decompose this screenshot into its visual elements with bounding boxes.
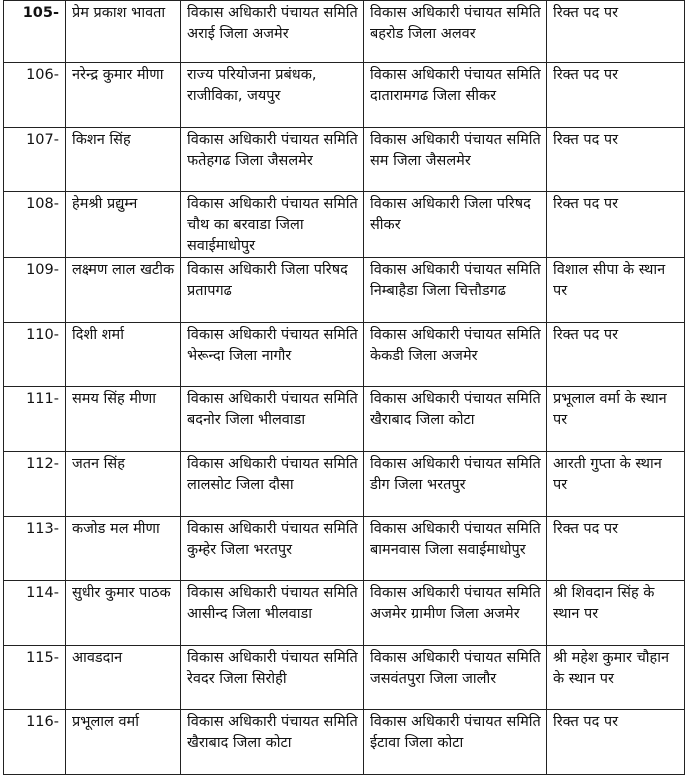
remark-cell: आरती गुप्ता के स्थान पर: [547, 451, 685, 516]
current-posting-cell: विकास अधिकारी पंचायत समिति भेरून्दा जिला नागौर: [181, 322, 364, 387]
current-posting-cell: विकास अधिकारी पंचायत समिति फतेहगढ जिला जैसलमेर: [181, 127, 364, 192]
current-posting-cell: विकास अधिकारी पंचायत समिति चौथ का बरवाडा जिला सवाईमाधोपुर: [181, 192, 364, 258]
current-posting-cell: विकास अधिकारी पंचायत समिति खैराबाद जिला कोटा: [181, 710, 364, 775]
officer-name-cell: नरेन्द्र कुमार मीणा: [66, 63, 181, 128]
new-posting-cell: विकास अधिकारी जिला परिषद सीकर: [364, 192, 547, 258]
remark-cell: विशाल सीपा के स्थान पर: [547, 258, 685, 323]
serial-number-cell: 105-: [4, 1, 66, 63]
remark-cell: श्री शिवदान सिंह के स्थान पर: [547, 581, 685, 646]
remark-cell: रिक्त पद पर: [547, 516, 685, 581]
table-row: [4, 127, 685, 192]
remark-cell: रिक्त पद पर: [547, 63, 685, 128]
remark-cell: रिक्त पद पर: [547, 127, 685, 192]
table-row: [4, 581, 685, 646]
current-posting-cell: विकास अधिकारी पंचायत समिति लालसोट जिला दौसा: [181, 451, 364, 516]
remark-cell: रिक्त पद पर: [547, 710, 685, 775]
current-posting-cell: विकास अधिकारी पंचायत समिति कुम्हेर जिला भरतपुर: [181, 516, 364, 581]
table-row: [4, 1, 685, 63]
officer-name-cell: लक्ष्मण लाल खटीक: [66, 258, 181, 323]
table-row: [4, 387, 685, 452]
current-posting-cell: विकास अधिकारी पंचायत समिति रेवदर जिला सिरोही: [181, 645, 364, 710]
table-row: [4, 451, 685, 516]
serial-number-cell: 112-: [4, 451, 66, 516]
new-posting-cell: विकास अधिकारी पंचायत समिति अजमेर ग्रामीण जिला अजमेर: [364, 581, 547, 646]
new-posting-cell: विकास अधिकारी पंचायत समिति ईटावा जिला कोटा: [364, 710, 547, 775]
new-posting-cell: विकास अधिकारी पंचायत समिति सम जिला जैसलमेर: [364, 127, 547, 192]
new-posting-cell: विकास अधिकारी पंचायत समिति केकडी जिला अजमेर: [364, 322, 547, 387]
serial-number-cell: 111-: [4, 387, 66, 452]
officer-name-cell: जतन सिंह: [66, 451, 181, 516]
new-posting-cell: विकास अधिकारी पंचायत समिति दातारामगढ जिला सीकर: [364, 63, 547, 128]
officer-name-cell: समय सिंह मीणा: [66, 387, 181, 452]
current-posting-cell: विकास अधिकारी पंचायत समिति आसीन्द जिला भीलवाडा: [181, 581, 364, 646]
serial-number-cell: 113-: [4, 516, 66, 581]
new-posting-cell: विकास अधिकारी पंचायत समिति जसवंतपुरा जिला जालौर: [364, 645, 547, 710]
officer-name-cell: हेमश्री प्रद्युम्न: [66, 192, 181, 258]
current-posting-cell: विकास अधिकारी पंचायत समिति अराई जिला अजमेर: [181, 1, 364, 63]
new-posting-cell: विकास अधिकारी पंचायत समिति खैराबाद जिला कोटा: [364, 387, 547, 452]
officer-name-cell: आवडदान: [66, 645, 181, 710]
table-row: [4, 645, 685, 710]
table-row: [4, 710, 685, 775]
current-posting-cell: विकास अधिकारी जिला परिषद प्रतापगढ: [181, 258, 364, 323]
serial-number-cell: 115-: [4, 645, 66, 710]
officer-name-cell: दिशी शर्मा: [66, 322, 181, 387]
table-row: [4, 192, 685, 258]
serial-number-cell: 107-: [4, 127, 66, 192]
remark-cell: रिक्त पद पर: [547, 1, 685, 63]
remark-cell: रिक्त पद पर: [547, 192, 685, 258]
table-row: [4, 516, 685, 581]
table-row: [4, 258, 685, 323]
new-posting-cell: विकास अधिकारी पंचायत समिति बहरोड जिला अलवर: [364, 1, 547, 63]
transfer-table-body: [4, 1, 685, 775]
serial-number-cell: 110-: [4, 322, 66, 387]
current-posting-cell: विकास अधिकारी पंचायत समिति बदनोर जिला भीलवाडा: [181, 387, 364, 452]
table-row: [4, 322, 685, 387]
new-posting-cell: विकास अधिकारी पंचायत समिति निम्बाहैडा जिला चित्तौडगढ: [364, 258, 547, 323]
remark-cell: प्रभूलाल वर्मा के स्थान पर: [547, 387, 685, 452]
remark-cell: रिक्त पद पर: [547, 322, 685, 387]
officer-name-cell: प्रभूलाल वर्मा: [66, 710, 181, 775]
serial-number-cell: 108-: [4, 192, 66, 258]
remark-cell: श्री महेश कुमार चौहान के स्थान पर: [547, 645, 685, 710]
serial-number-cell: 106-: [4, 63, 66, 128]
transfer-table: [3, 0, 685, 775]
officer-name-cell: कजोड मल मीणा: [66, 516, 181, 581]
serial-number-cell: 114-: [4, 581, 66, 646]
officer-name-cell: किशन सिंह: [66, 127, 181, 192]
new-posting-cell: विकास अधिकारी पंचायत समिति डीग जिला भरतपुर: [364, 451, 547, 516]
officer-name-cell: सुधीर कुमार पाठक: [66, 581, 181, 646]
officer-name-cell: प्रेम प्रकाश भावता: [66, 1, 181, 63]
current-posting-cell: राज्य परियोजना प्रबंधक, राजीविका, जयपुर: [181, 63, 364, 128]
serial-number-cell: 116-: [4, 710, 66, 775]
table-row: [4, 63, 685, 128]
serial-number-cell: 109-: [4, 258, 66, 323]
new-posting-cell: विकास अधिकारी पंचायत समिति बामनवास जिला सवाईमाधोपुर: [364, 516, 547, 581]
